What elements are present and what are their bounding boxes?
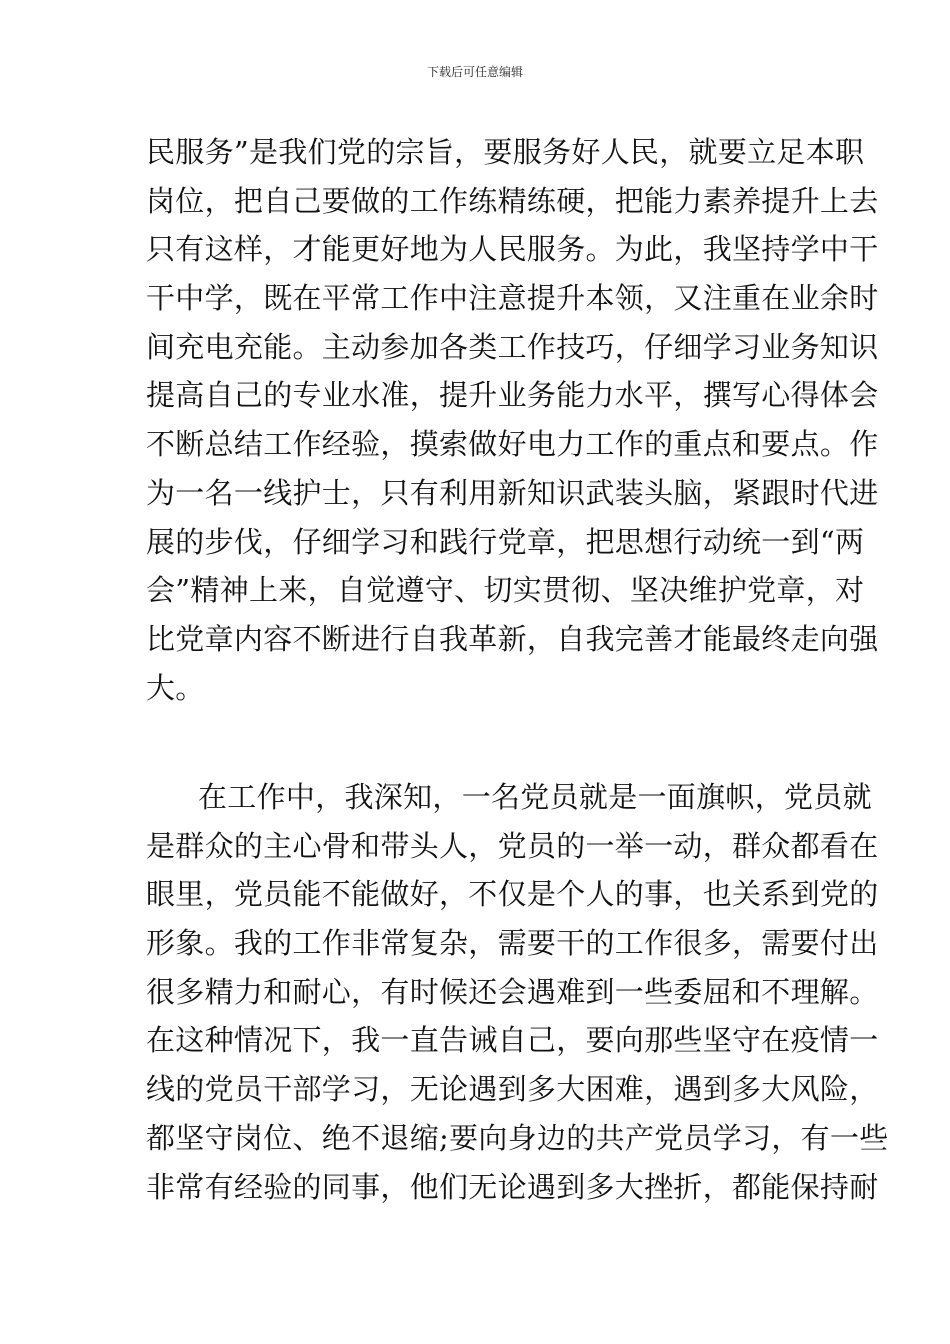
text-line: 会”精神上来，自觉遵守、切实贯彻、坚决维护党章，对 — [146, 573, 865, 608]
text-line: 不断总结工作经验，摸索做好电力工作的重点和要点。作 — [146, 427, 879, 462]
text-line: 在工作中，我深知，一名党员就是一面旗帜，党员就 — [198, 780, 872, 814]
text-line: 干中学，既在平常工作中注意提升本领，又注重在业余时 — [146, 281, 879, 316]
text-line: 是群众的主心骨和带头人，党员的一举一动，群众都看在 — [146, 828, 879, 863]
text-line: 形象。我的工作非常复杂，需要干的工作很多，需要付出 — [146, 926, 879, 961]
text-line: 比党章内容不断进行自我革新，自我完善才能最终走向强 — [146, 621, 879, 656]
page-header: 下载后可任意编辑 — [426, 65, 523, 79]
text-line: 非常有经验的同事，他们无论遇到多大挫折，都能保持耐 — [146, 1169, 879, 1204]
text-line: 展的步伐，仔细学习和践行党章，把思想行动统一到“两 — [146, 524, 865, 559]
paragraph-1 — [146, 128, 879, 712]
text-line: 只有这样，才能更好地为人民服务。为此，我坚持学中干 — [146, 232, 879, 267]
text-line: 民服务”是我们党的宗旨，要服务好人民，就要立足本职 — [146, 135, 865, 169]
text-line: 眼里，党员能不能做好，不仅是个人的事，也关系到党的 — [146, 877, 879, 912]
text-line: 间充电充能。主动参加各类工作技巧，仔细学习业务知识 — [146, 329, 879, 364]
text-line: 大。 — [146, 670, 205, 705]
paragraph-2 — [146, 773, 889, 1211]
text-line: 为一名一线护士，只有利用新知识武装头脑，紧跟时代进 — [146, 475, 879, 510]
text-line: 在这种情况下，我一直告诫自己，要向那些坚守在疫情一 — [146, 1023, 879, 1058]
text-line: 提高自己的专业水准，提升业务能力水平，撰写心得体会 — [146, 378, 879, 413]
text-line: 很多精力和耐心，有时候还会遇难到一些委屈和不理解。 — [146, 974, 879, 1009]
text-line: 线的党员干部学习，无论遇到多大困难，遇到多大风险， — [146, 1072, 879, 1107]
text-line: 岗位，把自己要做的工作练精练硬，把能力素养提升上去 — [146, 183, 879, 218]
text-line: 都坚守岗位、绝不退缩;要向身边的共产党员学习，有一些 — [146, 1120, 889, 1155]
